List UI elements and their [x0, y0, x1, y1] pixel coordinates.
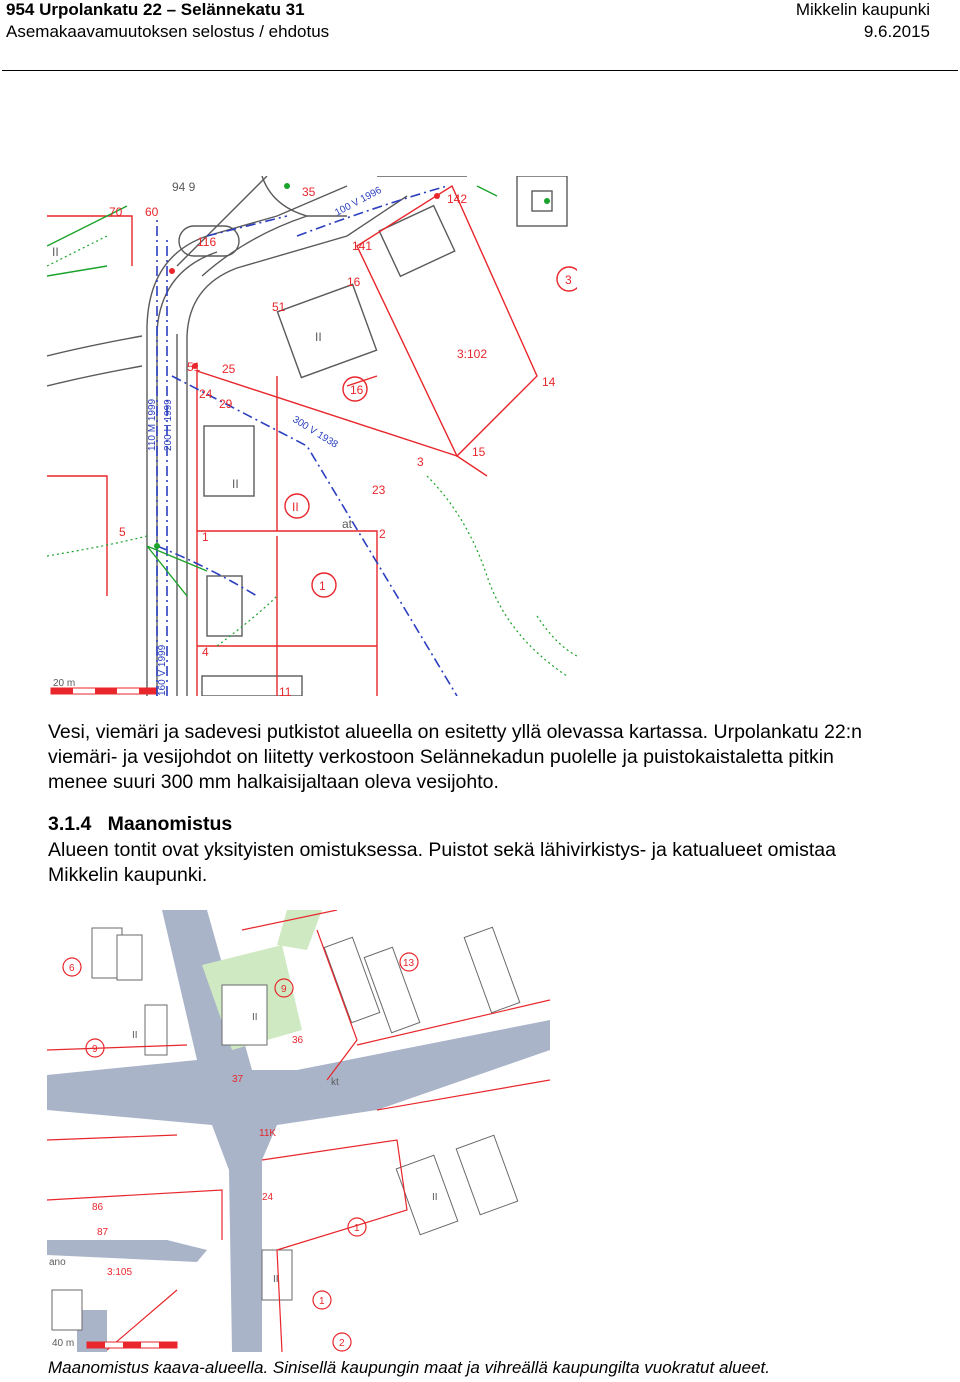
scale-bar	[87, 1342, 177, 1348]
document-date: 9.6.2015	[863, 22, 930, 41]
map1-label: 94 9	[172, 180, 196, 194]
map1-label: 35	[302, 185, 316, 199]
paragraph-line: Alueen tontit ovat yksityisten omistuksessa. Puistot sekä lähivirkistys- ja katualueet omistaa	[48, 839, 836, 861]
utility-paragraph	[48, 720, 948, 795]
map2-label: 86	[92, 1202, 104, 1213]
map1-label: 116	[197, 235, 217, 249]
map2-label: 9	[281, 984, 287, 995]
document-title: 954 Urpolankatu 22 – Selännekatu 31	[6, 0, 305, 19]
map1-label: 14	[542, 375, 556, 389]
header-divider	[2, 70, 958, 71]
map2-label: 24	[262, 1192, 274, 1203]
paragraph-line: menee suuri 300 mm halkaisijaltaan oleva vesijohto.	[48, 771, 499, 793]
map2-label: II	[273, 1274, 279, 1285]
map1-pipe-label: 100 V 1996	[333, 184, 384, 219]
section-heading	[48, 813, 232, 836]
map1-label: II	[292, 500, 299, 514]
map2-label: 1	[354, 1223, 360, 1234]
ownership-paragraph	[48, 838, 948, 888]
map1-label: 3:102	[457, 347, 488, 361]
map1-label: 16	[350, 383, 364, 397]
map2-label: 9	[92, 1044, 98, 1055]
map1-label: 1	[202, 530, 209, 544]
map2-scale-label: 40 m	[52, 1338, 75, 1349]
map2-label: 3:105	[107, 1267, 133, 1278]
paragraph-line: Mikkelin kaupunki.	[48, 864, 208, 886]
map2-label: II	[252, 1012, 258, 1023]
map1-label: 51	[272, 300, 286, 314]
section-title: Maanomistus	[107, 813, 233, 835]
map1-pipe-label: 300 V 1938	[290, 414, 340, 451]
map2-label: ano	[49, 1257, 66, 1268]
utility-network-map	[47, 176, 577, 696]
map1-label: 4	[202, 645, 209, 659]
map1-pipe-label: 160 V 1999	[157, 644, 168, 696]
land-ownership-map	[47, 910, 550, 1352]
map2-label: 6	[69, 963, 75, 974]
map2-label: 11K	[259, 1128, 277, 1139]
map1-label: 11	[279, 685, 292, 696]
map1-label: 1	[319, 579, 326, 593]
map2-label: II	[432, 1192, 438, 1203]
map1-label: 3	[417, 455, 424, 469]
map2-label: 37	[232, 1074, 244, 1085]
map1-label: 2	[379, 527, 386, 541]
map2-label: 87	[97, 1227, 109, 1238]
map1-label: 24	[199, 387, 213, 401]
map1-label: at	[342, 517, 353, 531]
map1-label: 141	[352, 239, 373, 253]
ownership-map-svg	[47, 910, 550, 1352]
map1-label: 142	[447, 192, 468, 206]
map1-label: II	[52, 245, 59, 259]
map1-label: 29	[219, 397, 233, 411]
map2-label: 36	[292, 1035, 304, 1046]
map2-label: kt	[331, 1077, 339, 1088]
document-subtitle: Asemakaavamuutoksen selostus / ehdotus	[6, 22, 330, 41]
map1-label: II	[315, 330, 322, 344]
map2-label: 13	[403, 958, 415, 969]
map1-label: 15	[472, 445, 486, 459]
figure-caption: Maanomistus kaava-alueella. Sinisellä kaupungin maat ja vihreällä kaupungilta vuokratut alueet.	[48, 1358, 770, 1377]
map2-label: II	[132, 1030, 138, 1041]
map1-label: II	[232, 477, 239, 491]
map2-label: 2	[339, 1338, 345, 1349]
utility-map-svg	[47, 176, 577, 696]
map1-label: 5	[119, 525, 126, 539]
map1-label: 23	[372, 483, 386, 497]
map1-label: 70	[109, 205, 123, 219]
city-name: Mikkelin kaupunki	[795, 0, 930, 19]
map1-label: 3	[565, 273, 572, 287]
map1-label: 51	[187, 360, 201, 374]
map1-pipe-label: 110 M 1999	[147, 398, 158, 451]
map2-label: 1	[319, 1296, 325, 1307]
map1-label: 16	[347, 275, 361, 289]
paragraph-line: viemäri- ja vesijohdot on liitetty verkostoon Selännekadun puolelle ja puistokaistaletta pitkin	[48, 746, 834, 768]
section-number: 3.1.4	[48, 813, 92, 835]
map1-scale-label: 20 m	[53, 678, 76, 689]
paragraph-line: Vesi, viemäri ja sadevesi putkistot alueella on esitetty yllä olevassa kartassa. Urpolankatu 22:n	[48, 721, 863, 743]
map1-label: 25	[222, 362, 236, 376]
map1-pipe-label: 200 H 1999	[163, 399, 174, 451]
map1-label: 60	[145, 205, 159, 219]
